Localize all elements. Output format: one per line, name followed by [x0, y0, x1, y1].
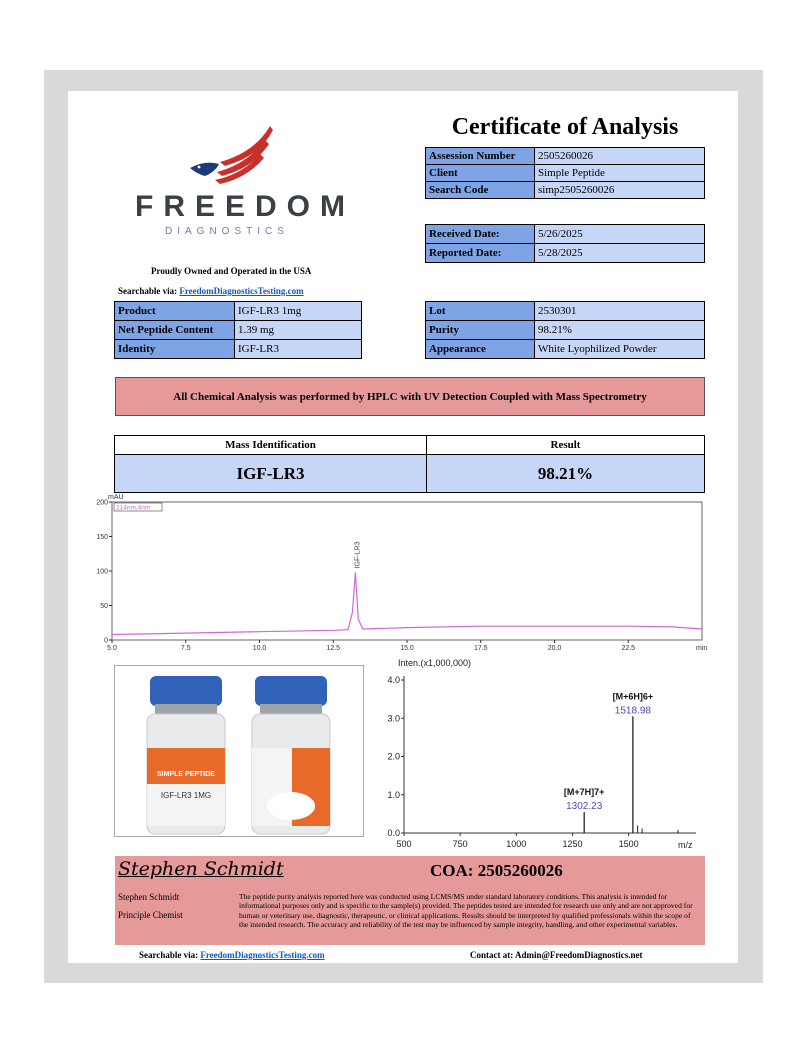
- lot-key: Lot: [426, 302, 535, 321]
- lot-key: Purity: [426, 321, 535, 340]
- disclaimer: The peptide purity analysis reported here was conducted using LCMS/MS under standard laboratory conditions. This analysis is intended for informational purposes only and is specific to the sample(s) provided. The peptides tested are intended for research use only and are not approved for human or veterinary use, diagnostic, therapeutic, or clinical applications. Results should be interpreted by qualified professionals within the scope of the intended research. The accuracy and reliability of the test may be influenced by sample integrity, handling, and other experimental variables.: [239, 892, 693, 930]
- date-key: Received Date:: [426, 225, 535, 244]
- mass-value: IGF-LR3: [115, 455, 427, 493]
- x-tick-label: 7.5: [180, 645, 191, 652]
- header-info-table: [425, 147, 705, 199]
- x-tick-label: 22.5: [621, 645, 636, 652]
- product-photo: [114, 665, 364, 837]
- peak-value-label: 1518.98: [614, 705, 651, 717]
- x-tick-label: 1000: [506, 839, 527, 849]
- product-key: Net Peptide Content: [115, 321, 235, 340]
- mass-spectrum: [370, 656, 705, 856]
- vial-product: IGF-LR3 1MG: [160, 791, 212, 800]
- table-row: [426, 148, 705, 165]
- y-axis-label: mAU: [108, 494, 124, 501]
- y-tick-label: 0: [104, 637, 108, 645]
- vial-photo-illustration: [115, 666, 363, 836]
- hplc-chromatogram: [88, 490, 708, 654]
- page-title: Certificate of Analysis: [451, 114, 679, 140]
- header-key: Search Code: [426, 182, 535, 199]
- table-row: [426, 302, 705, 321]
- date-value: 5/26/2025: [535, 225, 705, 244]
- mass-identification-table: [114, 435, 705, 493]
- result-header: Result: [427, 436, 705, 455]
- header-key: Assession Number: [426, 148, 535, 165]
- result-value: 98.21%: [427, 455, 705, 493]
- peak-ion-label: [M+7H]7+: [563, 786, 605, 797]
- peak-annotation: IGF-LR3: [354, 541, 362, 569]
- x-tick-label: 20.0: [547, 645, 562, 652]
- lot-key: Appearance: [426, 340, 535, 359]
- contact-text: Contact at: Admin@FreedomDiagnostics.net: [470, 950, 643, 960]
- legend-entry: 214nm,4nm: [116, 504, 151, 512]
- product-value: 1.39 mg: [235, 321, 362, 340]
- plot-frame: [112, 502, 702, 640]
- y-tick-label: 4.0: [387, 675, 400, 685]
- x-tick-label: 15.0: [400, 645, 414, 652]
- x-tick-label: 1250: [562, 839, 583, 849]
- brand-subtitle: DIAGNOSTICS: [165, 226, 289, 237]
- searchable-link[interactable]: FreedomDiagnosticsTesting.com: [179, 286, 304, 296]
- x-tick-label: 12.5: [326, 645, 341, 652]
- x-axis-label: m/z: [678, 840, 693, 850]
- peak-ion-label: [M+6H]6+: [612, 691, 654, 702]
- date-value: 5/28/2025: [535, 244, 705, 263]
- date-key: Reported Date:: [426, 244, 535, 263]
- y-tick-label: 150: [96, 534, 108, 541]
- table-row: [426, 340, 705, 359]
- y-tick-label: 1.0: [387, 789, 400, 800]
- product-value: IGF-LR3 1mg: [235, 302, 362, 321]
- x-tick-label: 1500: [618, 839, 639, 849]
- y-tick-label: 0.0: [387, 828, 400, 838]
- searchable-label: Searchable via:: [118, 286, 180, 296]
- vial-label: SIMPLE PEPTIDE: [157, 771, 215, 778]
- coa-number: COA: 2505260026: [430, 861, 563, 880]
- table-row: [426, 182, 705, 199]
- lot-table: [425, 301, 705, 359]
- searchable-top: [118, 286, 304, 296]
- y-tick-label: 200: [96, 499, 108, 507]
- eagle-flag-logo-icon: [185, 122, 280, 192]
- table-row: [426, 165, 705, 182]
- lot-value: White Lyophilized Powder: [535, 340, 705, 359]
- y-tick-label: 2.0: [387, 751, 400, 762]
- brand-name: FREEDOM: [135, 190, 355, 223]
- y-tick-label: 50: [100, 603, 108, 610]
- bottom-searchable-label: Searchable via:: [139, 950, 201, 960]
- chromatogram-trace: [112, 572, 702, 634]
- bottom-searchable: [139, 950, 325, 960]
- table-row: [115, 455, 705, 493]
- x-axis-label: min: [696, 645, 708, 652]
- y-tick-label: 3.0: [387, 713, 400, 724]
- bottom-searchable-link[interactable]: FreedomDiagnosticsTesting.com: [200, 950, 325, 960]
- product-table: [114, 301, 362, 359]
- x-tick-label: 500: [396, 839, 412, 849]
- y-axis-label: Inten.(x1,000,000): [398, 658, 472, 668]
- header-value: 2505260026: [535, 148, 705, 165]
- table-row: [426, 321, 705, 340]
- header-value: Simple Peptide: [535, 165, 705, 182]
- owned-text: Proudly Owned and Operated in the USA: [151, 266, 312, 276]
- lot-value: 2530301: [535, 302, 705, 321]
- chemist-name: Stephen Schmidt: [118, 892, 180, 902]
- header-value: simp2505260026: [535, 182, 705, 199]
- x-tick-label: 10.0: [252, 645, 267, 652]
- product-key: Identity: [115, 340, 235, 359]
- footer-panel: [115, 856, 705, 945]
- header-key: Client: [426, 165, 535, 182]
- x-tick-label: 17.5: [473, 645, 488, 652]
- x-tick-label: 750: [452, 839, 468, 849]
- table-row: [115, 340, 362, 359]
- y-tick-label: 100: [96, 568, 108, 576]
- product-value: IGF-LR3: [235, 340, 362, 359]
- x-tick-label: 5.0: [107, 645, 117, 652]
- dates-table: [425, 224, 705, 263]
- table-row: [115, 302, 362, 321]
- table-row: [426, 225, 705, 244]
- table-row: [426, 244, 705, 263]
- chemist-role: Principle Chemist: [118, 910, 183, 920]
- table-row: [115, 321, 362, 340]
- method-banner: All Chemical Analysis was performed by HPLC with UV Detection Coupled with Mass Spectrometry: [115, 377, 705, 416]
- mass-header: Mass Identification: [115, 436, 427, 455]
- product-key: Product: [115, 302, 235, 321]
- table-row: [115, 436, 705, 455]
- peak-value-label: 1302.23: [566, 800, 603, 812]
- signature: Stephen Schmidt: [118, 858, 284, 880]
- lot-value: 98.21%: [535, 321, 705, 340]
